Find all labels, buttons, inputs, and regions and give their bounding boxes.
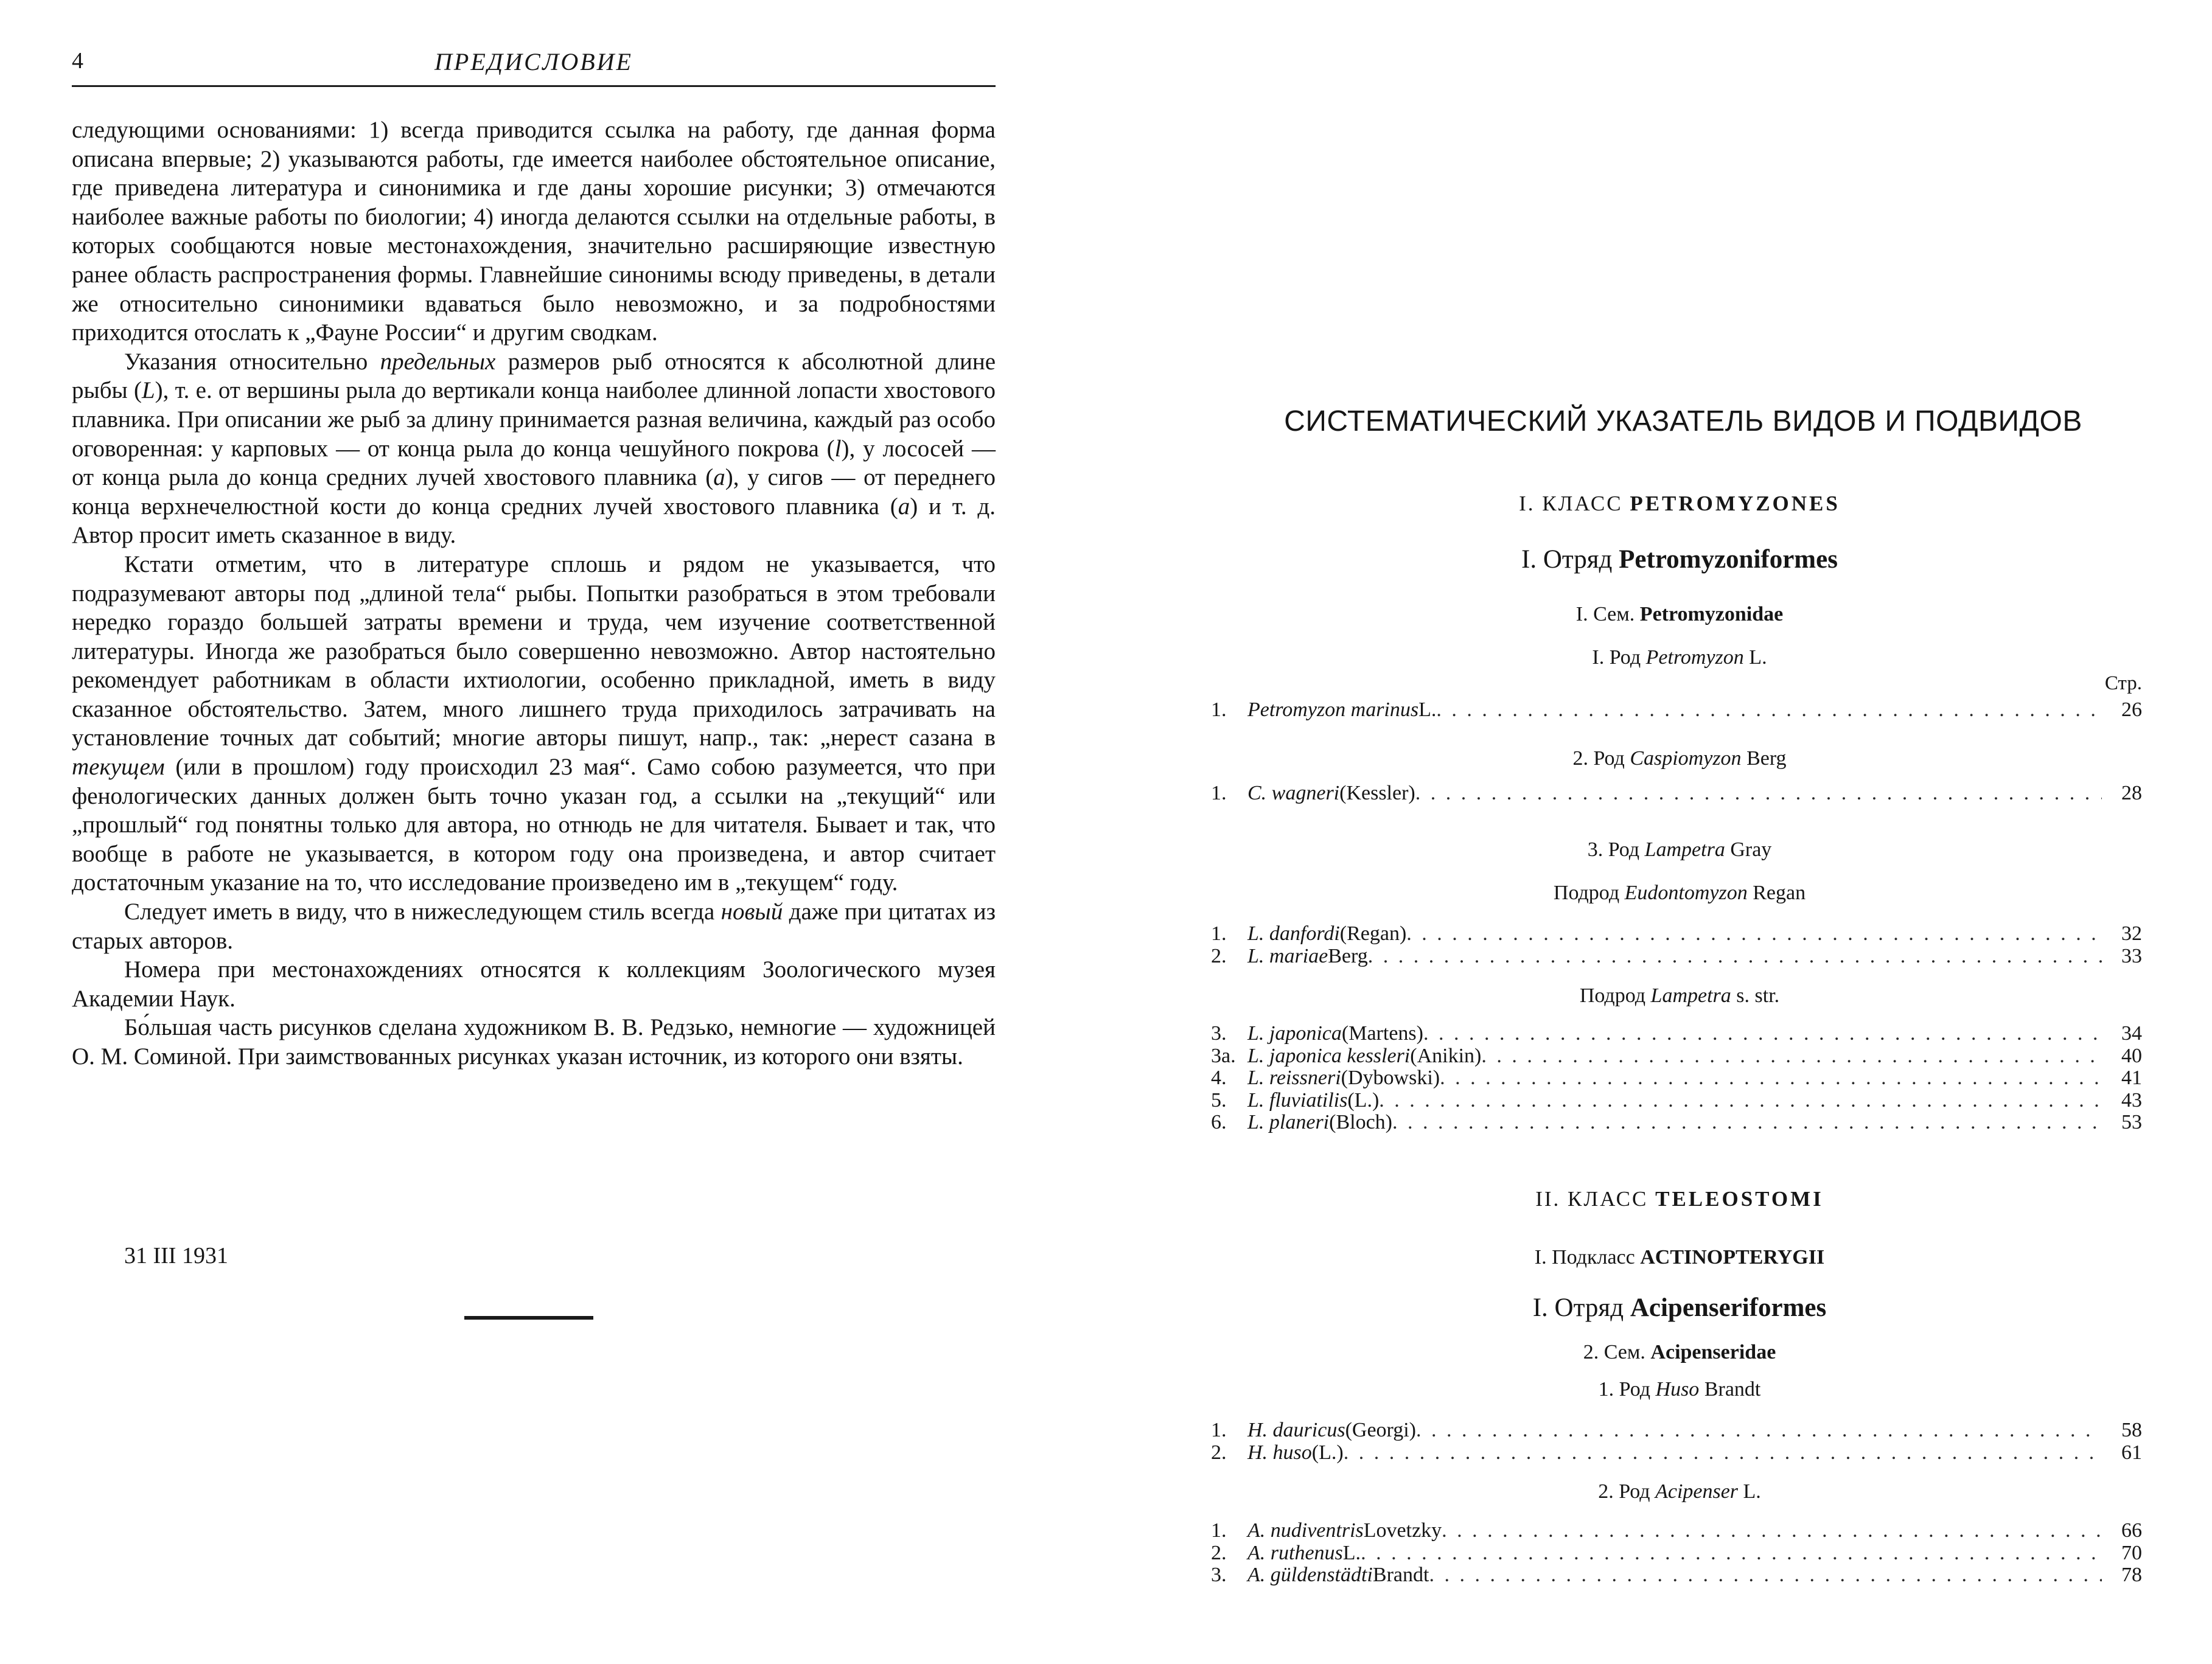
order-prefix: I. Отряд	[1521, 545, 1619, 574]
species-author: (Regan)	[1339, 922, 1407, 945]
species-name: C. wagneri	[1247, 782, 1340, 804]
subgenus-prefix: Подрод	[1579, 984, 1651, 1007]
page-ref: 78	[2121, 1564, 2142, 1586]
order-heading-petromyzoniformes	[1217, 545, 2142, 574]
species-name: L. reissneri	[1247, 1067, 1341, 1089]
dot-leader	[1436, 698, 2102, 722]
genus-heading-huso	[1217, 1378, 2142, 1401]
page-ref: 32	[2121, 922, 2142, 945]
genus-author: Brandt	[1699, 1378, 1761, 1401]
entry-number: 5.	[1211, 1088, 1227, 1112]
species-author: (L.)	[1347, 1088, 1380, 1112]
text-run: Следует иметь в виду, что в нижеследующем стиль всегда	[124, 899, 721, 925]
species-author: (L.)	[1311, 1441, 1344, 1464]
entry-number: 3.	[1211, 1564, 1227, 1586]
index-entry	[1211, 1022, 2142, 1045]
species-name: A. güldenstädti	[1247, 1564, 1373, 1586]
page-ref: 41	[2121, 1067, 2142, 1089]
order-name: Petromyzoniformes	[1619, 545, 1838, 574]
genus-heading-lampetra	[1217, 838, 2142, 862]
class-name: PETROMYZONES	[1630, 492, 1840, 515]
order-heading-acipenseriformes	[1217, 1293, 2142, 1323]
species-name: L. fluviatilis	[1247, 1088, 1348, 1112]
dot-leader	[1344, 1441, 2102, 1464]
entry-number: 3a.	[1211, 1044, 1236, 1067]
subgenus-name: Lampetra	[1650, 984, 1731, 1007]
text-run: Номера при местонахождениях относятся к коллекциям Зоологического музея Академии Наук.	[72, 956, 996, 1012]
genus-name: Acipenser	[1655, 1480, 1739, 1503]
text-run: Бо́льшая часть рисунков сделана художником В. В. Редзько, немногие — художницей О. М. Соминой. При заимствованных рисунках указан источник, из которого они взяты.	[72, 1014, 996, 1070]
subgenus-heading-lampetra	[1217, 984, 2142, 1008]
entry-number: 3.	[1211, 1022, 1227, 1045]
species-author: (Martens)	[1341, 1022, 1423, 1045]
index-entry	[1211, 922, 2142, 945]
page-ref: 43	[2121, 1088, 2142, 1112]
genus-prefix: 3. Род	[1587, 838, 1645, 861]
page-ref: 40	[2121, 1044, 2142, 1067]
class-prefix: I. КЛАСС	[1519, 492, 1630, 515]
page-ref: 70	[2121, 1541, 2142, 1564]
index-entry	[1211, 1045, 2142, 1068]
dot-leader	[1442, 1519, 2102, 1542]
subgenus-prefix: Подрод	[1553, 882, 1625, 904]
index-entry	[1211, 1111, 2142, 1134]
index-entry	[1211, 1542, 2142, 1565]
subgenus-author: Regan	[1747, 882, 1806, 904]
dot-leader	[1440, 1067, 2102, 1090]
page-ref: 53	[2121, 1111, 2142, 1133]
genus-name: Petromyzon	[1645, 646, 1744, 669]
end-rule	[464, 1316, 593, 1320]
species-name: H. dauricus	[1247, 1419, 1345, 1441]
class-prefix: II. КЛАСС	[1535, 1187, 1656, 1211]
page-ref: 61	[2121, 1441, 2142, 1464]
entry-number: 1.	[1211, 922, 1227, 945]
text-run: даже при цитатах из старых авторов.	[72, 899, 996, 954]
paragraph-2	[72, 347, 996, 550]
species-author: L.	[1342, 1541, 1361, 1564]
genus-name: Lampetra	[1644, 838, 1725, 861]
class-heading-teleostomi	[1217, 1187, 2142, 1211]
genus-author: L.	[1738, 1480, 1761, 1503]
dot-leader	[1415, 782, 2102, 805]
text-run: ) и т. д. Автор просит иметь сказанное в виду.	[72, 493, 996, 549]
class-heading-petromyzones	[1217, 492, 2142, 516]
page-ref: 26	[2121, 698, 2142, 721]
dot-leader	[1481, 1045, 2102, 1068]
species-author: (Georgi)	[1345, 1419, 1417, 1441]
genus-prefix: 1. Род	[1598, 1378, 1656, 1401]
emphasis-text: L	[141, 377, 155, 404]
entry-number: 2.	[1211, 1441, 1227, 1464]
dot-leader	[1406, 922, 2102, 945]
species-author: Lovetzky	[1363, 1519, 1442, 1542]
genus-heading-caspiomyzon	[1217, 747, 2142, 770]
preface-body	[72, 116, 996, 1071]
emphasis-text: a	[898, 493, 910, 520]
species-author: Brandt	[1372, 1564, 1429, 1586]
running-head-title: ПРЕДИСЛОВИЕ	[434, 48, 633, 75]
entry-number: 6.	[1211, 1111, 1227, 1133]
text-run: ), у лососей — от конца рыла до конца средних лучей хвостового плавника (	[72, 435, 996, 491]
entry-number: 2.	[1211, 1541, 1227, 1564]
index-entry	[1211, 1564, 2142, 1587]
entry-number: 4.	[1211, 1067, 1227, 1089]
genus-prefix: 2. Род	[1598, 1480, 1656, 1503]
emphasis-text: l	[834, 435, 842, 462]
species-author: (Kessler)	[1339, 782, 1415, 804]
species-name: A. nudiventris	[1247, 1519, 1364, 1542]
subclass-prefix: I. Подкласс	[1534, 1246, 1641, 1269]
preface-date: 31 III 1931	[124, 1243, 228, 1269]
genus-name: Huso	[1655, 1378, 1700, 1401]
species-name: L. mariae	[1247, 944, 1328, 967]
text-run: (или в прошлом) году происходил 23 мая“. Само собою разумеется, что при фенологических данных должен быть точно указан год, а ссылки на „текущий“ или „прошлый“ год понятны только для автора, но отнюдь не для читателя. Бывает и так, что вообще в работе не указывается, в котором году она произведена, и автор считает достаточным указание на то, что исследование произведено им в „текущем“ году.	[72, 754, 996, 896]
dot-leader	[1379, 1089, 2102, 1112]
subclass-name: ACTINOPTERYGII	[1640, 1246, 1825, 1269]
family-prefix: 2. Сем.	[1583, 1341, 1651, 1363]
subclass-heading-actinopterygii	[1217, 1246, 2142, 1269]
index-entry	[1211, 1441, 2142, 1464]
species-name: H. huso	[1247, 1441, 1312, 1464]
entry-number: 1.	[1211, 698, 1227, 721]
family-name: Petromyzonidae	[1639, 603, 1784, 625]
index-entry	[1211, 698, 2142, 722]
order-name: Acipenseriformes	[1630, 1293, 1827, 1322]
running-head	[72, 47, 996, 87]
page-ref: 66	[2121, 1519, 2142, 1542]
index-title: СИСТЕМАТИЧЕСКИЙ УКАЗАТЕЛЬ ВИДОВ И ПОДВИДОВ	[1284, 405, 2082, 437]
page-ref: 33	[2121, 944, 2142, 967]
species-author: (Dybowski)	[1341, 1067, 1440, 1089]
family-prefix: I. Сем.	[1575, 603, 1640, 625]
class-name: TELEOSTOMI	[1655, 1187, 1824, 1211]
dot-leader	[1429, 1564, 2102, 1587]
paragraph-6	[72, 1013, 996, 1071]
right-page	[1095, 0, 2212, 1664]
genus-author: Gray	[1725, 838, 1772, 861]
text-run: следующими основаниями: 1) всегда приводится ссылка на работу, где данная форма описана впервые; 2) указываются работы, где имеется наиболее обстоятельное описание, где приведена литература и синонимика и где даны хорошие рисунки; 3) отмечаются наиболее важные работы по биологии; 4) иногда делаются ссылки на отдельные работы, в которых сообщаются новые местонахождения, значительно расширяющие известную ранее область распространения формы. Главнейшие синонимы всюду приведены, в детали же относительно синонимики вдаваться было невозможно, и за подробностями приходится отослать к „Фауне России“ и другим сводкам.	[72, 117, 996, 346]
genus-author: Berg	[1741, 747, 1787, 770]
index-entry	[1211, 1419, 2142, 1442]
page-ref: 34	[2121, 1022, 2142, 1045]
dot-leader	[1423, 1022, 2102, 1045]
index-entry	[1211, 1089, 2142, 1112]
genus-heading-acipenser	[1217, 1480, 2142, 1503]
subgenus-heading-eudontomyzon	[1217, 882, 2142, 905]
species-author: L.	[1418, 698, 1437, 721]
species-name: L. planeri	[1247, 1111, 1330, 1133]
subgenus-author: s. str.	[1731, 984, 1780, 1007]
text-run: ), т. е. от вершины рыла до вертикали конца наиболее длинной лопасти хвостового плавника. При описании же рыб за длину принимается разная величина, каждый раз особо оговоренная: у карповых — от конца рыла до конца чешуйного покрова (	[72, 377, 996, 462]
dot-leader	[1361, 1542, 2102, 1565]
entry-number: 2.	[1211, 944, 1227, 967]
paragraph-5	[72, 955, 996, 1013]
dot-leader	[1368, 945, 2102, 968]
dot-leader	[1416, 1419, 2102, 1442]
family-heading-petromyzonidae	[1217, 603, 2142, 626]
family-name: Acipenseridae	[1650, 1341, 1776, 1363]
order-prefix: I. Отряд	[1532, 1293, 1630, 1322]
emphasis-text: новый	[720, 899, 783, 925]
species-author: (Anikin)	[1410, 1044, 1482, 1067]
species-author: (Bloch)	[1329, 1111, 1392, 1133]
page-column-label: Стр.	[2104, 672, 2142, 694]
species-name: L. japonica kessleri	[1247, 1044, 1411, 1067]
page-number: 4	[72, 48, 83, 74]
emphasis-text: текущем	[72, 754, 165, 781]
page-ref: 58	[2121, 1419, 2142, 1441]
dot-leader	[1392, 1111, 2102, 1134]
emphasis-text: предельных	[380, 348, 496, 375]
paragraph-1	[72, 116, 996, 347]
genus-prefix: 2. Род	[1572, 747, 1630, 770]
genus-heading-petromyzon	[1217, 646, 2142, 669]
page-ref: 28	[2121, 782, 2142, 804]
index-entry	[1211, 1067, 2142, 1090]
species-name: L. japonica	[1247, 1022, 1342, 1045]
entry-number: 1.	[1211, 1519, 1227, 1542]
text-run: размеров рыб относятся к абсолютной длине рыбы (	[72, 348, 996, 404]
left-page	[0, 0, 1095, 1664]
paragraph-4	[72, 897, 996, 955]
entry-number: 1.	[1211, 1419, 1227, 1441]
species-author: Berg	[1328, 944, 1368, 967]
genus-name: Caspiomyzon	[1630, 747, 1742, 770]
species-name: A. ruthenus	[1247, 1541, 1343, 1564]
species-name: Petromyzon marinus	[1247, 698, 1419, 721]
emphasis-text: a	[713, 464, 725, 491]
index-entry	[1211, 945, 2142, 968]
entry-number: 1.	[1211, 782, 1227, 804]
genus-prefix: I. Род	[1592, 646, 1646, 669]
family-heading-acipenseridae	[1217, 1341, 2142, 1364]
genus-author: L.	[1743, 646, 1767, 669]
subgenus-name: Eudontomyzon	[1624, 882, 1748, 904]
species-name: L. danfordi	[1247, 922, 1340, 945]
text-run: ), у сигов — от переднего конца верхнечелюстной кости до конца средних лучей хвостового плавника (	[72, 464, 996, 520]
paragraph-3	[72, 550, 996, 897]
text-run: Указания относительно	[124, 348, 380, 375]
index-entry	[1211, 1519, 2142, 1542]
index-entry	[1211, 782, 2142, 805]
text-run: Кстати отметим, что в литературе сплошь и рядом не указывается, что подразумевают авторы под „длиной тела“ рыбы. Попытки разобраться в этом требовали нередко гораздо большей затраты времени и труда, чем изучение соответственной литературы. Иногда же разобраться было совершенно невозможно. Автор настоятельно рекомендует работникам в области ихтиологии, особенно прикладной, иметь в виду сказанное обстоятельство. Затем, много лишнего труда приходилось затрачивать на установление точных дат событий; многие авторы пишут, напр., так: „нерест сазана в	[72, 551, 996, 751]
